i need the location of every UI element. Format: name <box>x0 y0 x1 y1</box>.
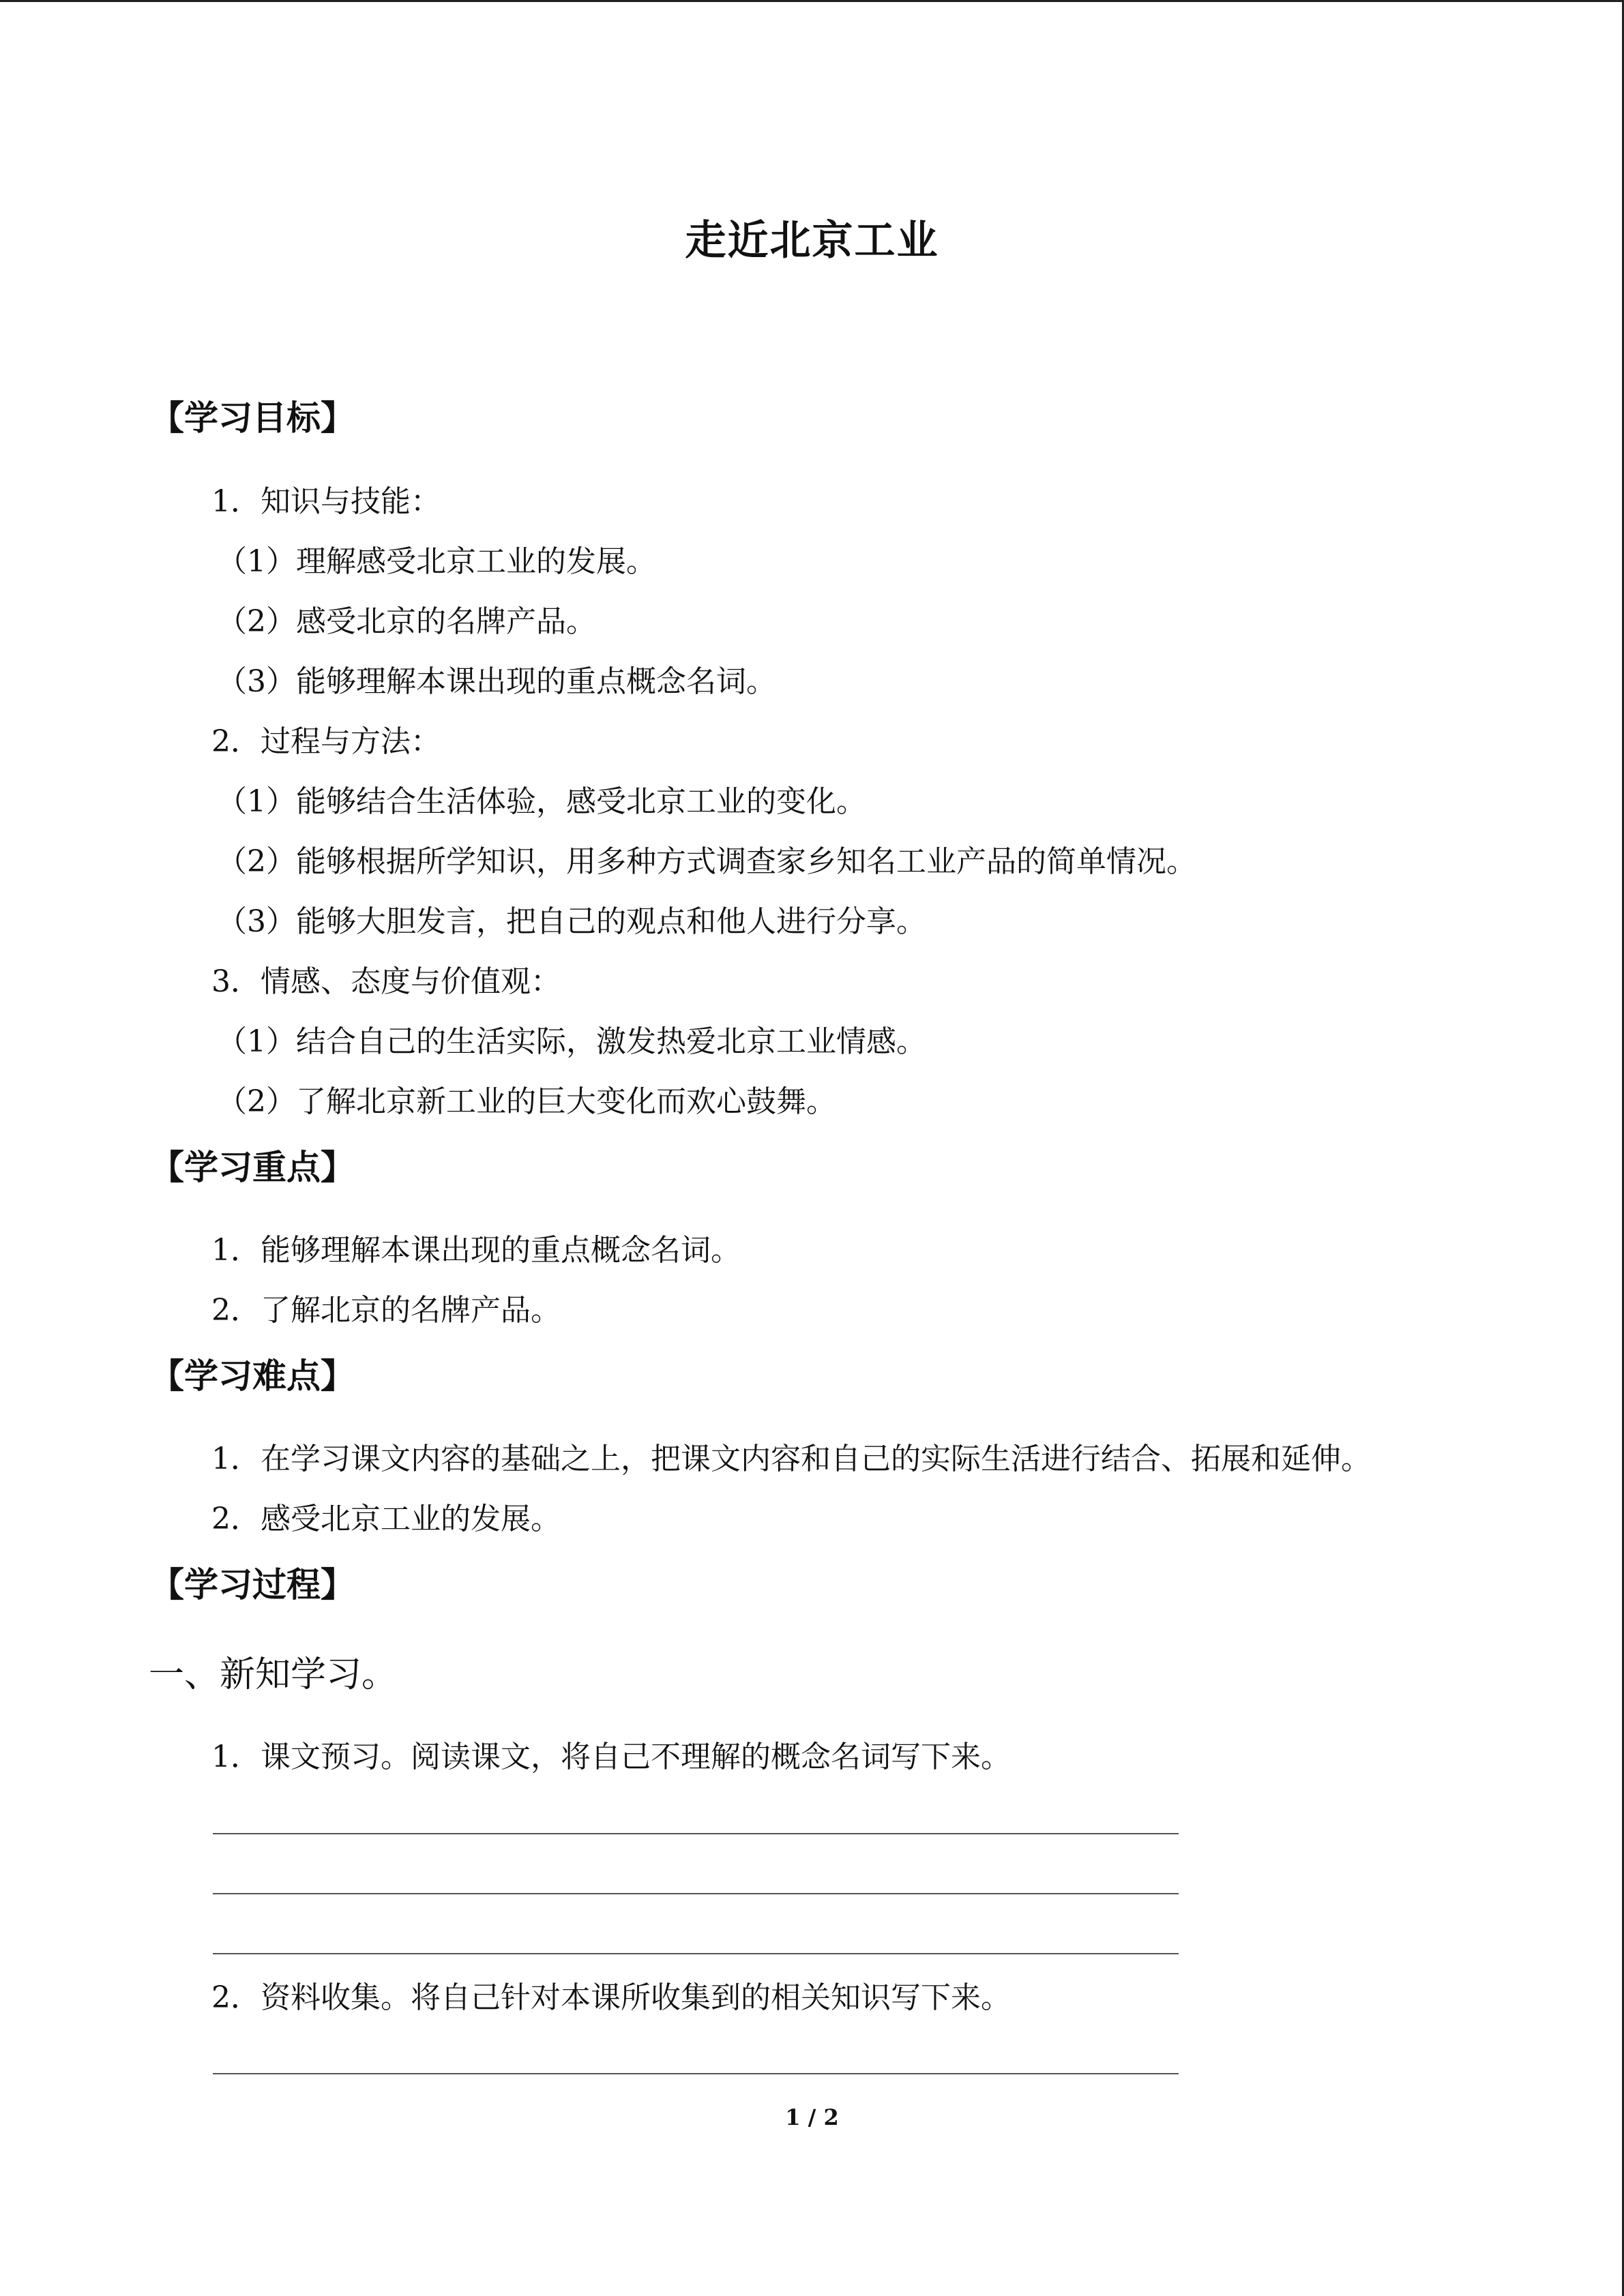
goals-item: （2）感受北京的名牌产品。 <box>217 604 596 639</box>
goals-item: 3．情感、态度与价值观： <box>211 964 561 999</box>
difficulties-item: 2．感受北京工业的发展。 <box>211 1502 561 1536</box>
page-number: 1 / 2 <box>785 2104 839 2130</box>
answer-line <box>213 1833 1179 1834</box>
goals-item: （3）能够大胆发言，把自己的观点和他人进行分享。 <box>217 904 926 939</box>
key-points-heading: 【学习重点】 <box>150 1148 355 1187</box>
difficulties-heading: 【学习难点】 <box>150 1356 355 1396</box>
goals-item: （2）了解北京新工业的巨大变化而欢心鼓舞。 <box>217 1084 836 1119</box>
goals-item: 2．过程与方法： <box>211 724 441 759</box>
goals-item: （1）理解感受北京工业的发展。 <box>217 544 656 579</box>
goals-item: （3）能够理解本课出现的重点概念名词。 <box>217 664 776 699</box>
process-task: 1．课文预习。阅读课文，将自己不理解的概念名词写下来。 <box>211 1740 1011 1774</box>
process-part-title: 一、新知学习。 <box>149 1654 398 1695</box>
answer-line <box>213 1953 1179 1954</box>
goals-item: （1）结合自己的生活实际，激发热爱北京工业情感。 <box>217 1024 926 1059</box>
goals-item: （1）能够结合生活体验，感受北京工业的变化。 <box>217 784 866 819</box>
answer-line <box>213 2073 1179 2074</box>
key-points-item: 1．能够理解本课出现的重点概念名词。 <box>211 1233 741 1268</box>
page-border-top <box>0 0 1624 2</box>
goals-item: （2）能够根据所学知识，用多种方式调查家乡知名工业产品的简单情况。 <box>217 844 1196 879</box>
goals-heading: 【学习目标】 <box>150 398 355 438</box>
difficulties-item: 1．在学习课文内容的基础之上，把课文内容和自己的实际生活进行结合、拓展和延伸。 <box>211 1442 1371 1476</box>
process-heading: 【学习过程】 <box>150 1565 355 1605</box>
process-task: 2．资料收集。将自己针对本课所收集到的相关知识写下来。 <box>211 1980 1011 2015</box>
page-title: 走近北京工业 <box>685 217 939 265</box>
goals-item: 1．知识与技能： <box>211 484 441 519</box>
key-points-item: 2．了解北京的名牌产品。 <box>211 1293 561 1328</box>
answer-line <box>213 1893 1179 1894</box>
